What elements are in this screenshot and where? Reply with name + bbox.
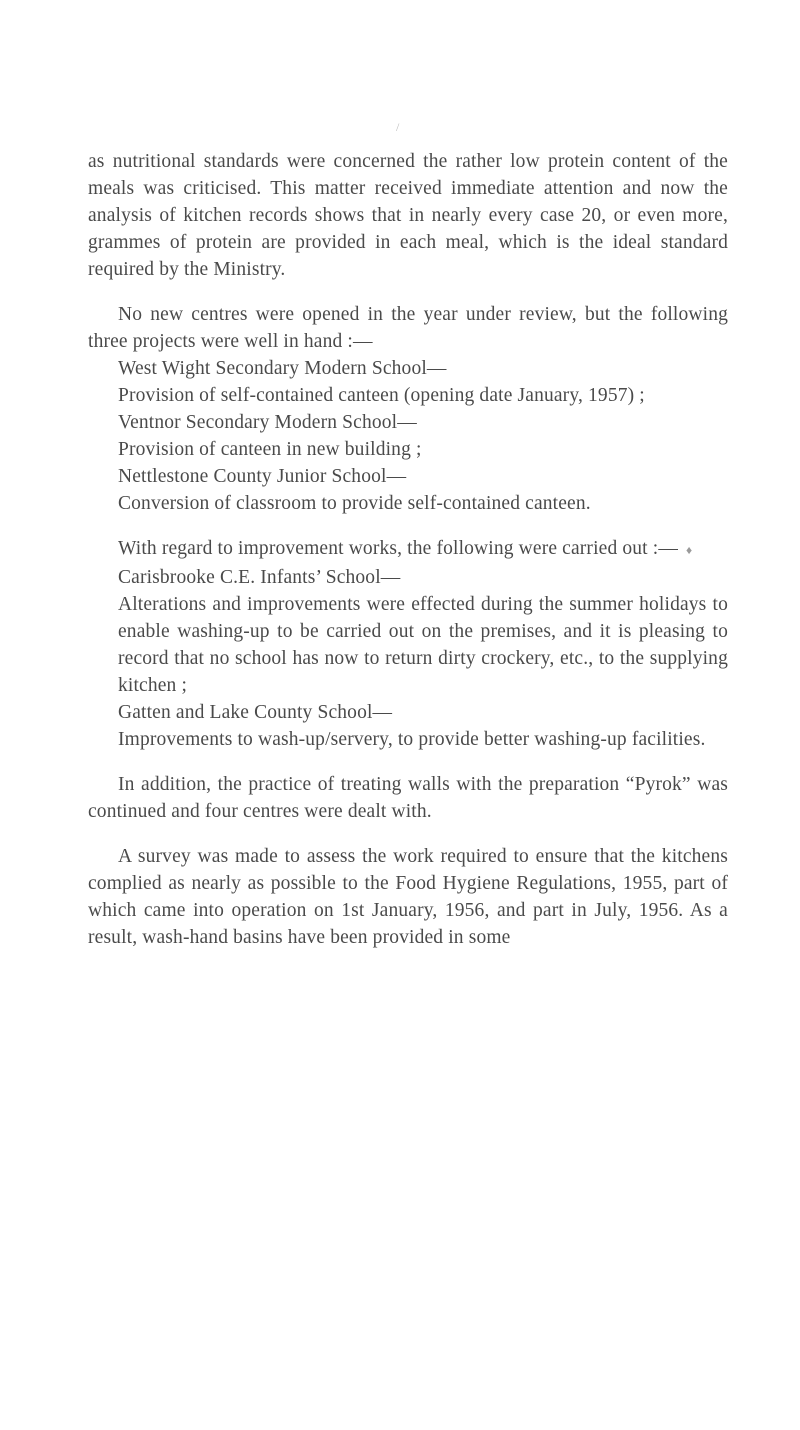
paragraph-nutrition: as nutritional standards were concerned the rather low protein content of the meals was criticised. This matter received immediate attention and now the analysis of kitchen records shows that in nearly every case 20, or even more, grammes of protein are provided in each meal, which is the ideal standard required by the Ministry. — [88, 151, 728, 280]
stray-mark: ♦ — [685, 543, 693, 557]
school-detail-nettlestone: Conversion of classroom to provide self-contained canteen. — [118, 493, 591, 514]
school-heading-nettlestone: Nettlestone County Junior School— — [118, 466, 407, 487]
school-detail-carisbrooke: Alterations and improvements were effected during the summer holidays to enable washing-up to be carried out on the premises, and it is pleasing to record that no school has now to return dirty crockery, etc., to the supplying kitchen ; — [118, 594, 728, 696]
school-heading-ventnor: Ventnor Secondary Modern School— — [118, 412, 417, 433]
paragraph-improvement-works — [88, 535, 728, 564]
paragraph-improvement-works-text: With regard to improvement works, the following were carried out :— — [118, 538, 678, 559]
school-heading-carisbrooke: Carisbrooke C.E. Infants’ School— — [118, 567, 401, 588]
paragraph-new-centres: No new centres were opened in the year under review, but the following three projects were well in hand :— — [88, 304, 728, 352]
paragraph-hygiene-survey: A survey was made to assess the work required to ensure that the kitchens complied as nearly as possible to the Food Hygiene Regulations, 1955, part of which came into operation on 1st January, 1956, and part in July, 1956. As a result, wash-hand basins have been provided in some — [88, 846, 728, 948]
document-body — [88, 148, 728, 951]
school-detail-ventnor: Provision of canteen in new building ; — [118, 439, 422, 460]
page-mark: / — [396, 120, 400, 134]
paragraph-pyrok: In addition, the practice of treating walls with the preparation “Pyrok” was continued and four centres were dealt with. — [88, 774, 728, 822]
school-heading-gatten-lake: Gatten and Lake County School— — [118, 702, 393, 723]
school-detail-west-wight: Provision of self-contained canteen (opening date January, 1957) ; — [118, 385, 645, 406]
school-detail-gatten-lake: Improvements to wash-up/servery, to provide better washing-up facilities. — [118, 729, 706, 750]
school-heading-west-wight: West Wight Secondary Modern School— — [118, 358, 447, 379]
